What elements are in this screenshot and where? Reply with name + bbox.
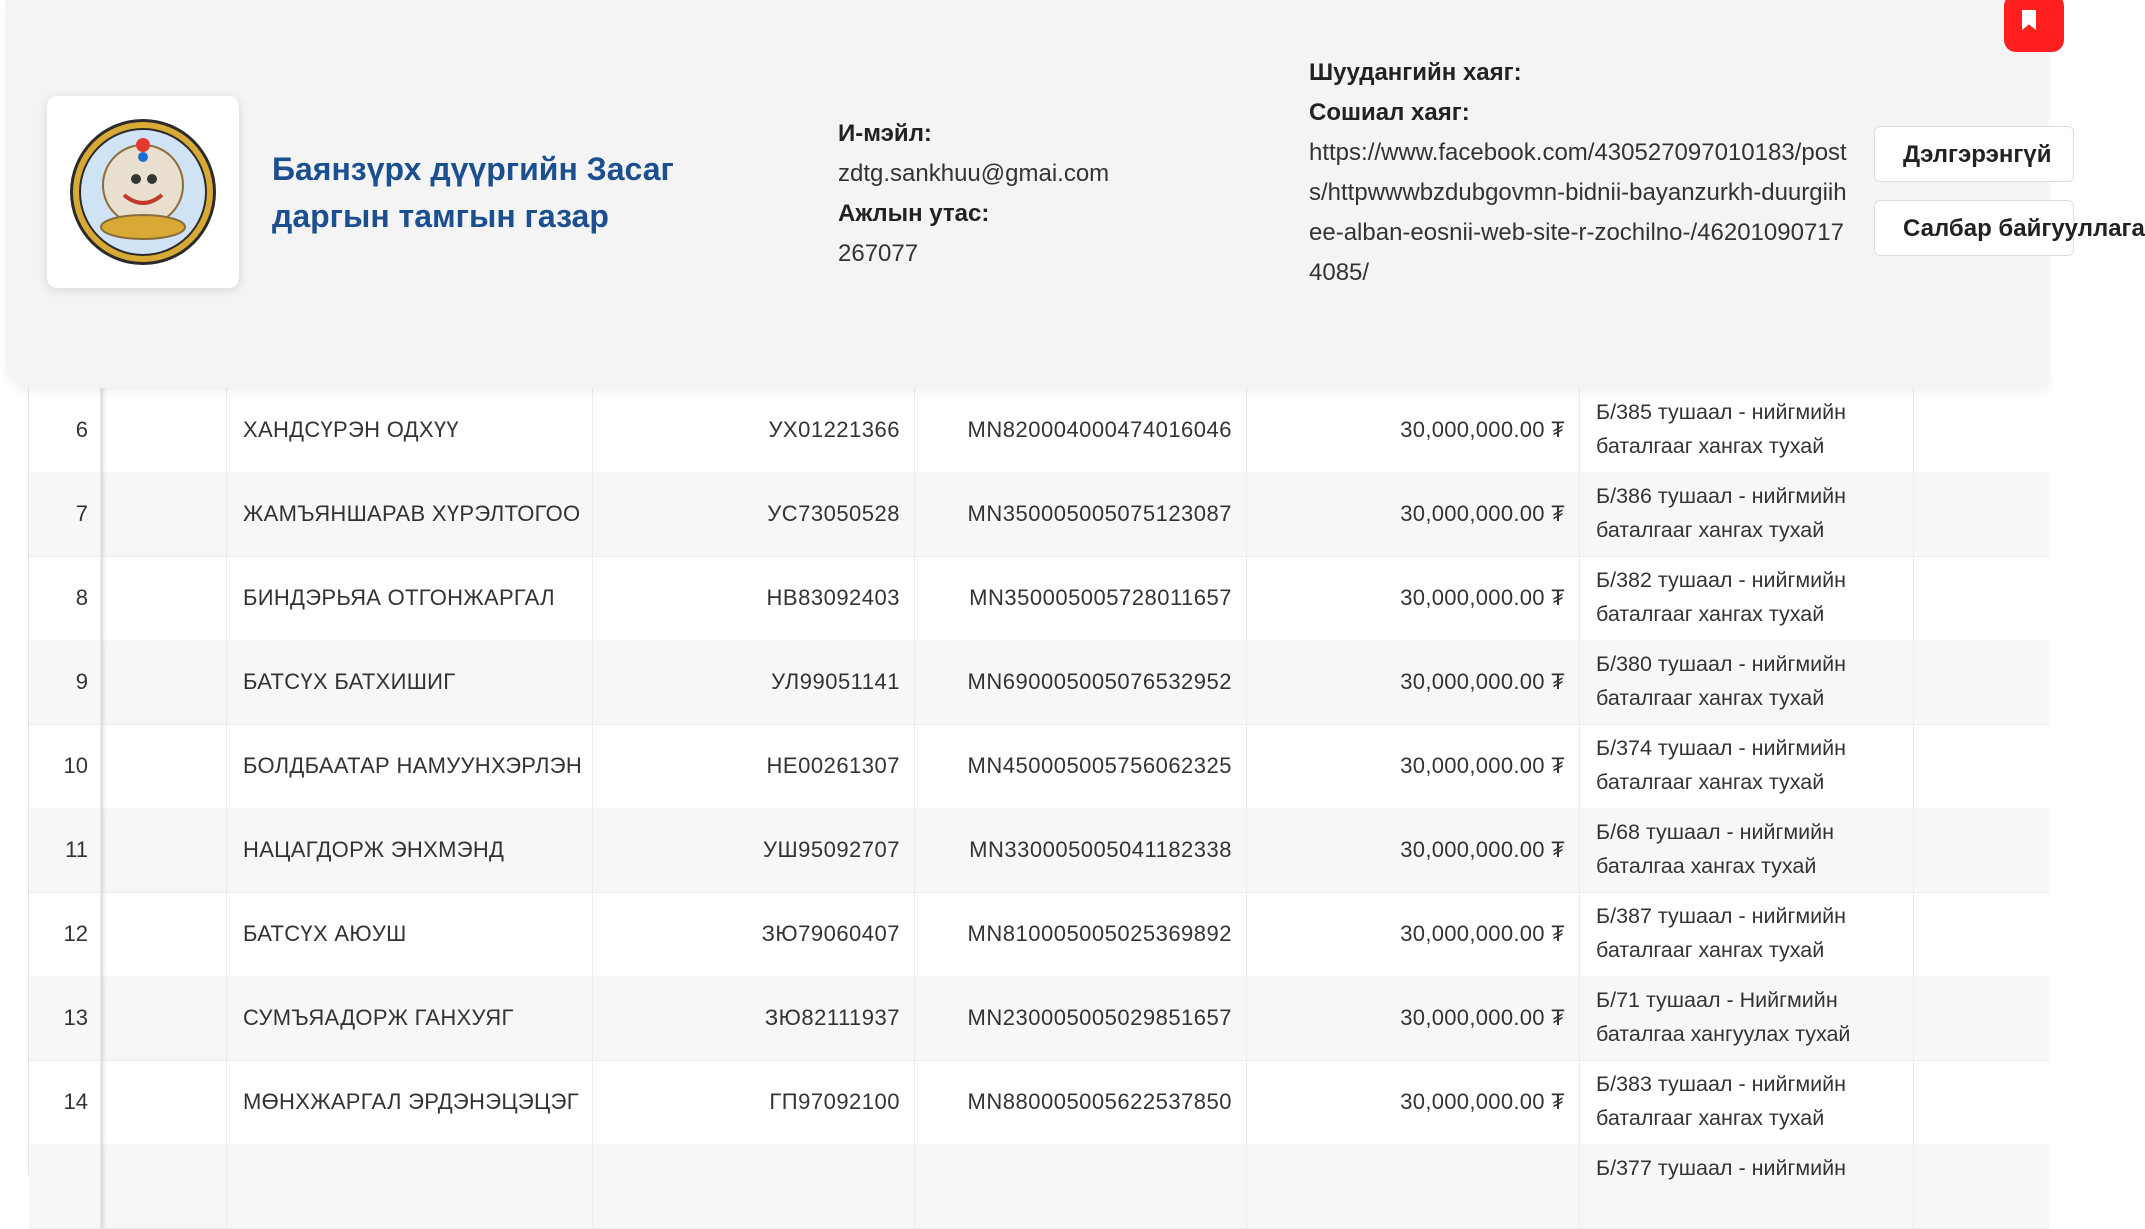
row-spacer [101, 976, 227, 1060]
row-number: 10 [29, 724, 101, 808]
registration-number: ГП97092100 [593, 1060, 915, 1144]
order-description: Б/382 тушаал - нийгмийн баталгааг хангах тухай [1580, 556, 1914, 640]
row-extra [1914, 724, 2049, 808]
account-number: MN350005005075123087 [915, 472, 1247, 556]
branch-organizations-button[interactable]: Салбар байгууллага [1874, 200, 2074, 256]
row-number: 12 [29, 892, 101, 976]
amount: 30,000,000.00 ₮ [1247, 976, 1580, 1060]
amount: 30,000,000.00 ₮ [1247, 388, 1580, 472]
full-name: МӨНХЖАРГАЛ ЭРДЭНЭЦЭЦЭГ [227, 1060, 593, 1144]
row-extra [1914, 892, 2049, 976]
row-number [29, 1144, 101, 1228]
order-description: Б/71 тушаал - Нийгмийн баталгаа хангуулах тухай [1580, 976, 1914, 1060]
amount: 30,000,000.00 ₮ [1247, 1060, 1580, 1144]
email-label: И-мэйл: [838, 120, 932, 147]
registration-number [593, 1144, 915, 1228]
table-row [29, 388, 2049, 473]
phone-value: 267077 [838, 240, 919, 267]
table-row [29, 976, 2049, 1061]
emblem-icon [66, 115, 220, 269]
row-spacer [101, 1144, 227, 1228]
row-spacer [101, 892, 227, 976]
table-row [29, 808, 2049, 893]
order-description: Б/383 тушаал - нийгмийн баталгааг хангах тухай [1580, 1060, 1914, 1144]
amount: 30,000,000.00 ₮ [1247, 556, 1580, 640]
row-number: 6 [29, 388, 101, 472]
account-number: MN810005005025369892 [915, 892, 1247, 976]
order-description: Б/380 тушаал - нийгмийн баталгааг хангах тухай [1580, 640, 1914, 724]
bookmark-icon [2022, 10, 2036, 30]
order-description: Б/385 тушаал - нийгмийн баталгааг хангах тухай [1580, 388, 1914, 472]
row-spacer [101, 556, 227, 640]
organization-name: Баянзүрх дүүргийн Засаг даргын тамгын газар [272, 151, 674, 234]
full-name: ЖАМЪЯНШАРАВ ХҮРЭЛТОГОО [227, 472, 593, 556]
row-extra [1914, 1144, 2049, 1228]
row-spacer [101, 472, 227, 556]
more-details-button[interactable]: Дэлгэрэнгүй [1874, 126, 2074, 182]
row-spacer [101, 1060, 227, 1144]
table-row [29, 1060, 2049, 1145]
order-description: Б/68 тушаал - нийгмийн баталгаа хангах тухай [1580, 808, 1914, 892]
full-name: БОЛДБААТАР НАМУУНХЭРЛЭН [227, 724, 593, 808]
amount: 30,000,000.00 ₮ [1247, 892, 1580, 976]
account-number: MN330005005041182338 [915, 808, 1247, 892]
registration-number: НЕ00261307 [593, 724, 915, 808]
organization-logo [47, 96, 239, 288]
table-row [29, 724, 2049, 809]
amount: 30,000,000.00 ₮ [1247, 472, 1580, 556]
full-name: БИНДЭРЬЯА ОТГОНЖАРГАЛ [227, 556, 593, 640]
registration-number: УШ95092707 [593, 808, 915, 892]
row-spacer [101, 388, 227, 472]
row-extra [1914, 976, 2049, 1060]
order-description: Б/387 тушаал - нийгмийн баталгааг хангах тухай [1580, 892, 1914, 976]
social-label: Сошиал хаяг: [1309, 99, 1470, 126]
account-number: MN350005005728011657 [915, 556, 1247, 640]
full-name: НАЦАГДОРЖ ЭНХМЭНД [227, 808, 593, 892]
account-number: MN690005005076532952 [915, 640, 1247, 724]
table-row [29, 556, 2049, 641]
row-spacer [101, 724, 227, 808]
row-number: 11 [29, 808, 101, 892]
registration-number: НВ83092403 [593, 556, 915, 640]
registration-number: УЛ99051141 [593, 640, 915, 724]
full-name: СУМЪЯАДОРЖ ГАНХУЯГ [227, 976, 593, 1060]
table-row [29, 640, 2049, 725]
row-extra [1914, 1060, 2049, 1144]
organization-header-card [6, 0, 2145, 388]
table-row [29, 472, 2049, 557]
full-name [227, 1144, 593, 1228]
amount [1247, 1144, 1580, 1228]
row-number: 13 [29, 976, 101, 1060]
row-number: 9 [29, 640, 101, 724]
table-row [29, 892, 2049, 977]
beneficiary-table [28, 388, 2049, 1180]
full-name: БАТСҮХ АЮУШ [227, 892, 593, 976]
account-number: MN880005005622537850 [915, 1060, 1247, 1144]
registration-number: УХ01221366 [593, 388, 915, 472]
social-url-link[interactable]: https://www.facebook.com/430527097010183/posts/httpwwwbzdubgovmn-bidnii-bayanzurkh-duurgiihee-alban-eosnii-web-site-r-zochilno-/462010907174085/ [1309, 139, 1847, 286]
email-value[interactable]: zdtg.sankhuu@gmai.com [838, 160, 1110, 187]
row-number: 14 [29, 1060, 101, 1144]
address-info [1309, 53, 1849, 293]
registration-number: УС73050528 [593, 472, 915, 556]
mail-address-label: Шуудангийн хаяг: [1309, 59, 1522, 86]
amount: 30,000,000.00 ₮ [1247, 808, 1580, 892]
account-number: MN450005005756062325 [915, 724, 1247, 808]
full-name: БАТСҮХ БАТХИШИГ [227, 640, 593, 724]
row-extra [1914, 388, 2049, 472]
account-number: MN230005005029851657 [915, 976, 1247, 1060]
row-extra [1914, 808, 2049, 892]
phone-label: Ажлын утас: [838, 200, 990, 227]
row-spacer [101, 808, 227, 892]
row-extra [1914, 640, 2049, 724]
bookmark-tag[interactable] [2004, 0, 2064, 52]
row-extra [1914, 472, 2049, 556]
row-extra [1914, 556, 2049, 640]
order-description: Б/386 тушаал - нийгмийн баталгааг хангах тухай [1580, 472, 1914, 556]
full-name: ХАНДСҮРЭН ОДХҮҮ [227, 388, 593, 472]
row-number: 8 [29, 556, 101, 640]
order-description: Б/374 тушаал - нийгмийн баталгааг хангах тухай [1580, 724, 1914, 808]
row-spacer [101, 640, 227, 724]
registration-number: ЗЮ82111937 [593, 976, 915, 1060]
order-description: Б/377 тушаал - нийгмийн [1580, 1144, 1914, 1228]
amount: 30,000,000.00 ₮ [1247, 640, 1580, 724]
table-row [29, 1144, 2049, 1229]
registration-number: ЗЮ79060407 [593, 892, 915, 976]
account-number: MN820004000474016046 [915, 388, 1247, 472]
account-number [915, 1144, 1247, 1228]
row-number: 7 [29, 472, 101, 556]
amount: 30,000,000.00 ₮ [1247, 724, 1580, 808]
contact-info [838, 114, 1109, 274]
